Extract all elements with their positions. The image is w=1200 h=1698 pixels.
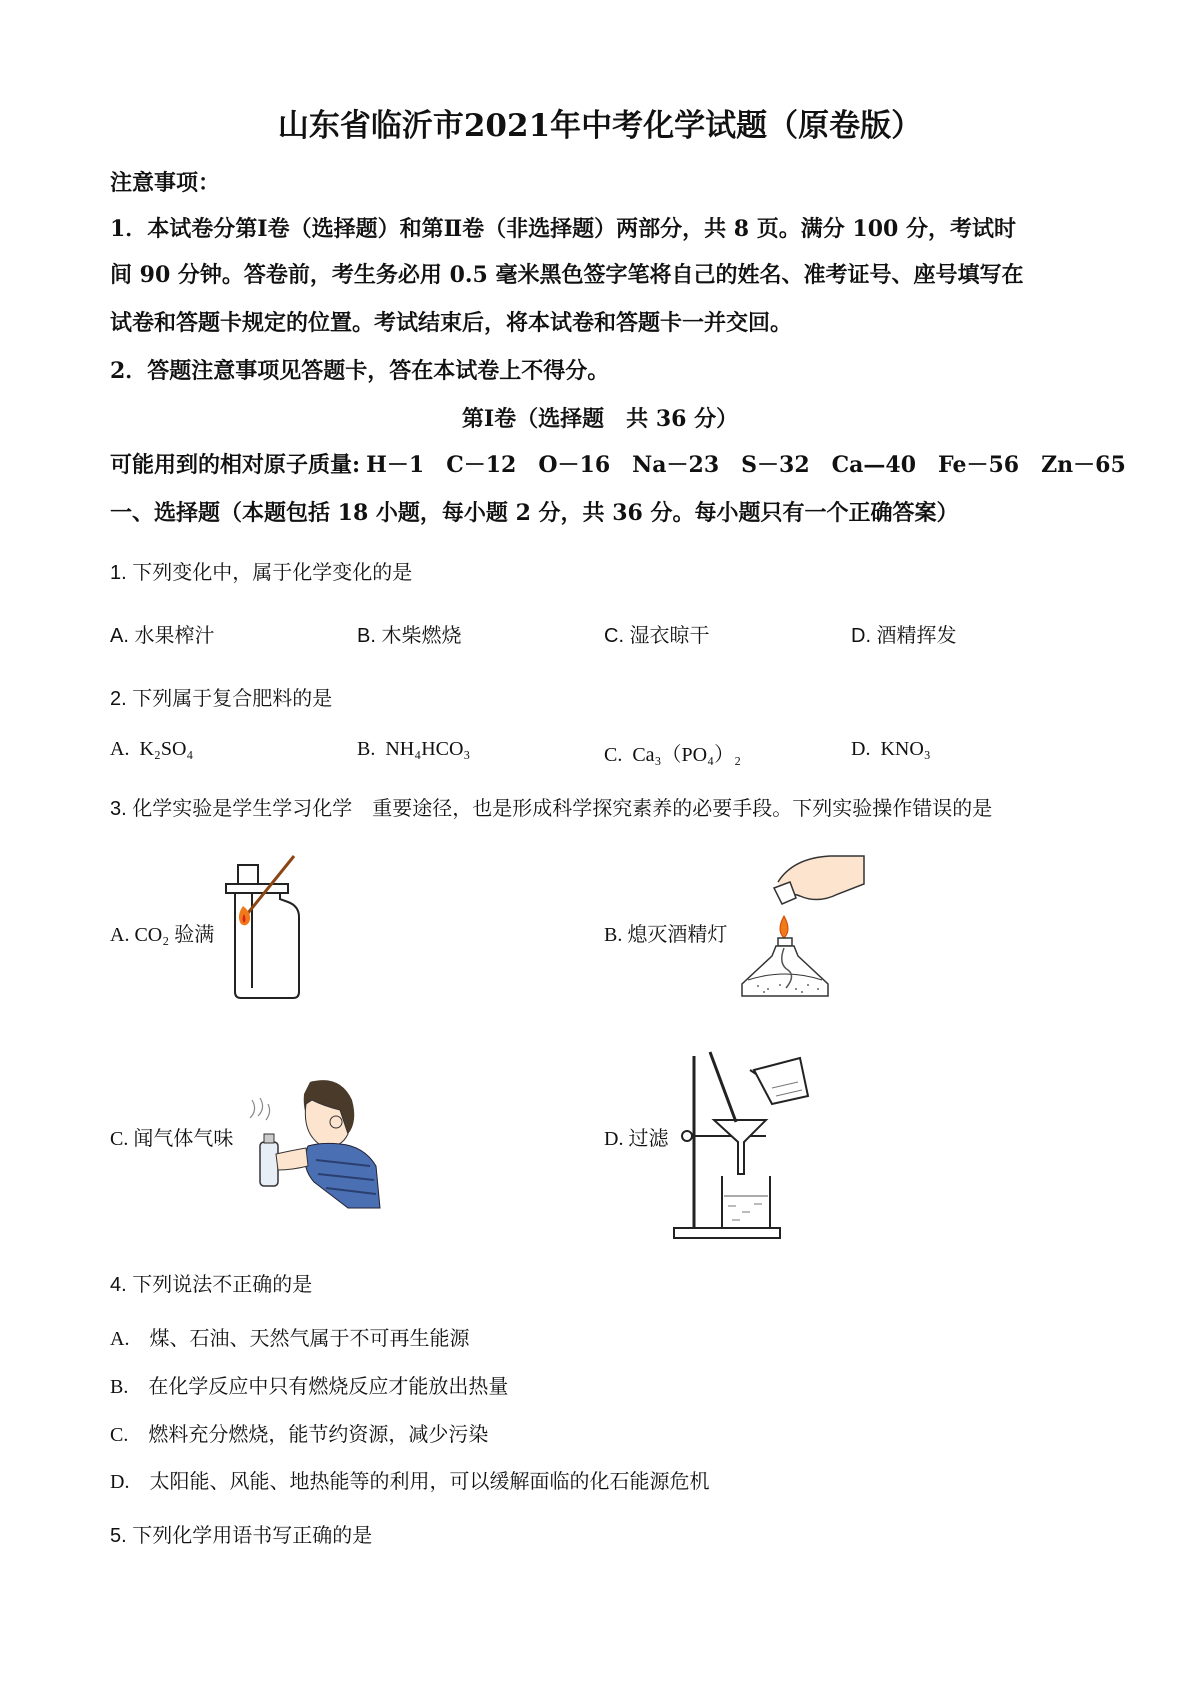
q2-option-a-letter: A. [110,738,130,760]
q4-option-a: A. 煤、石油、天然气属于不可再生能源 [110,1328,470,1350]
q2-option-a [110,738,193,761]
q4-stem: 4. 下列说法不正确的是 [110,1274,313,1296]
atomic-mass-fe: Fe－56 [938,452,1020,478]
q2-option-c-letter: C. [604,744,623,766]
q1-stem: 1. 下列变化中，属于化学变化的是 [110,562,413,584]
atomic-mass-ca: Ca—40 [831,452,917,478]
atomic-mass-label: 可能用到的相对原子质量: [110,452,361,478]
notice-item-1-line-3: 试卷和答题卡规定的位置。考试结束后，将本试卷和答题卡一并交回。 [110,310,793,336]
q2-option-c-formula: Ca₃（PO₄）₂ [632,744,742,766]
atomic-mass-c: C－12 [446,452,517,478]
q3-stem: 3. 化学实验是学生学习化学 重要途径，也是形成科学探究素养的必要手段。下列实验操作错误的是 [110,798,993,820]
atomic-mass-line [110,448,1126,479]
q2-option-a-formula: K₂SO₄ [139,738,194,760]
q5-stem: 5. 下列化学用语书写正确的是 [110,1525,373,1547]
q3-option-d: D. 过滤 [604,1128,669,1150]
atomic-mass-o: O－16 [538,452,611,478]
filtration-illustration [672,1050,822,1242]
part-heading: 一、选择题（本题包括 18 小题，每小题 2 分，共 36 分。每小题只有一个正确答案） [110,500,959,526]
q1-option-b: B. 木柴燃烧 [357,625,462,647]
q4-option-c: C. 燃料充分燃烧，能节约资源，减少污染 [110,1424,489,1446]
notice-item-1-line-1: 1．本试卷分第Ⅰ卷（选择题）和第Ⅱ卷（非选择题）两部分，共 8 页。满分 100 分，考试时 [110,216,1017,242]
q2-option-b-letter: B. [357,738,376,760]
q1-option-d: D. 酒精挥发 [851,625,957,647]
atomic-mass-s: S－32 [741,452,810,478]
notice-heading: 注意事项： [110,170,221,196]
q2-option-d-letter: D. [851,738,871,760]
alcohol-lamp-illustration [738,852,868,1017]
notice-item-2: 2．答题注意事项见答题卡，答在本试卷上不得分。 [110,358,610,384]
atomic-mass-h: H－1 [366,452,425,478]
section-title: 第Ⅰ卷（选择题 共 36 分） [461,406,739,432]
q4-option-b: B. 在化学反应中只有燃烧反应才能放出热量 [110,1376,509,1398]
smell-gas-illustration [240,1070,380,1210]
q3-option-c: C. 闻气体气味 [110,1128,234,1150]
q2-option-b [357,738,470,761]
q1-option-c: C. 湿衣晾干 [604,625,710,647]
co2-bottle-illustration [220,862,310,1002]
atomic-mass-zn: Zn－65 [1041,452,1126,478]
q2-option-b-formula: NH₄HCO₃ [385,738,471,760]
q4-option-d: D. 太阳能、风能、地热能等的利用，可以缓解面临的化石能源危机 [110,1471,710,1493]
q3-option-b: B. 熄灭酒精灯 [604,924,728,946]
q3-option-a: A. CO₂ 验满 [110,924,215,946]
q2-option-d [851,738,931,761]
q2-stem: 2. 下列属于复合肥料的是 [110,688,333,710]
q2-option-c [604,738,741,767]
q2-option-d-formula: KNO₃ [880,738,931,760]
q1-option-a: A. 水果榨汁 [110,625,215,647]
notice-item-1-line-2: 间 90 分钟。答卷前，考生务必用 0.5 毫米黑色签字笔将自己的姓名、准考证号、座号填写在 [110,262,1024,288]
atomic-mass-na: Na－23 [632,452,720,478]
page-title: 山东省临沂市2021年中考化学试题（原卷版） [277,108,923,144]
